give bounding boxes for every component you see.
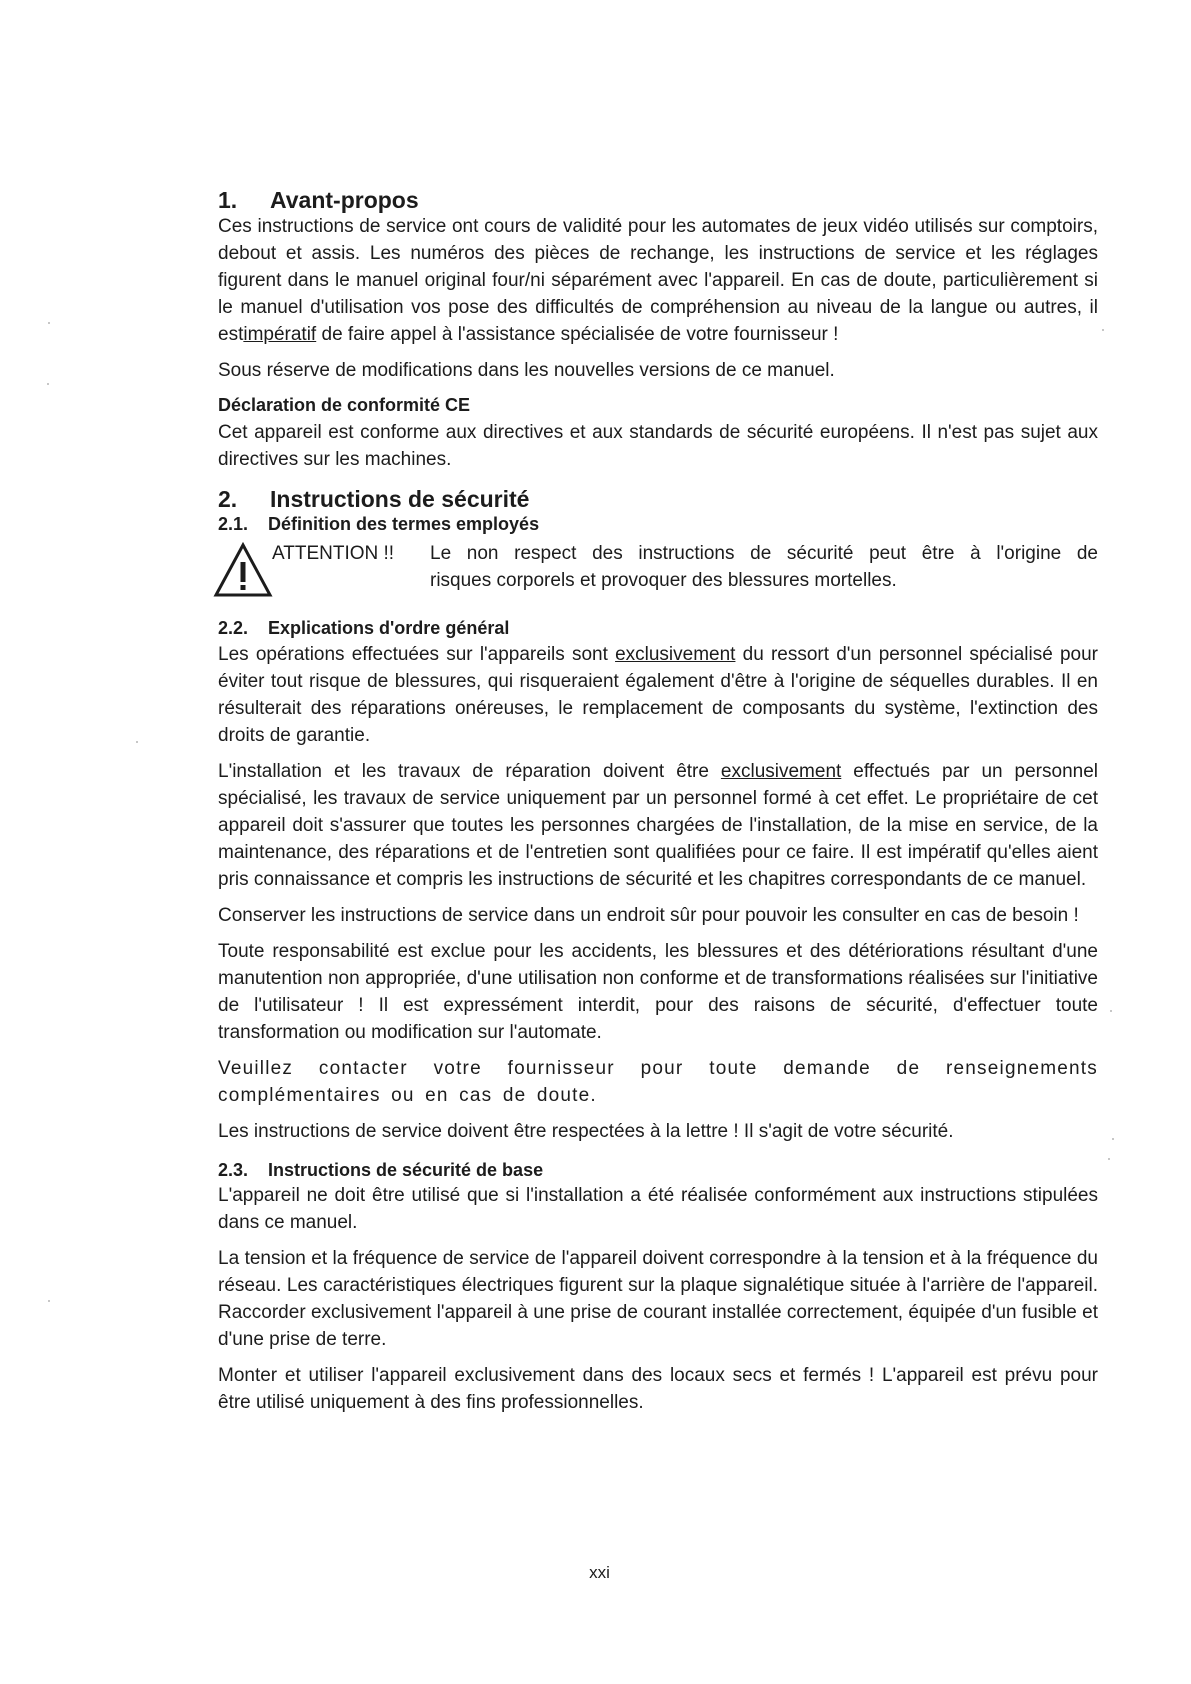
general-paragraph-4: Toute responsabilité est exclue pour les accidents, les blessures et des détériorations résultant d'une manutention non appropriée, d'une utilisation non conforme et de transformations réalisées sur l'initiative de l'utilisateur ! Il est expressément interdit, pour des raisons de sécurité, d'effectuer toute transformation ou modification sur l'automate.	[218, 940, 1098, 1043]
ce-declaration-heading: Déclaration de conformité CE	[218, 395, 471, 416]
attention-message-line-2: risques corporels et provoquer des blessures mortelles.	[430, 570, 897, 592]
basic-safety-paragraph-2: La tension et la fréquence de service de l'appareil doivent correspondre à la tension et à la fréquence du réseau. Les caractéristiques électriques figurent sur la plaque signalétique située à l'arrière de l'appareil. Raccorder exclusivement l'appareil à une prise de courant installée correctement, équipée d'un fusible et d'une prise de terre.	[218, 1247, 1098, 1350]
subsection-2-2-number: 2.2.	[218, 618, 249, 639]
subsection-2-2-heading	[218, 616, 1098, 640]
general-paragraph-2-end: effectués par un personnel spécialisé, les travaux de service uniquement par un personnel formé à cet effet. Le propriétaire de cet appareil doit s'assurer que toutes les personnes chargées de l'installation, de la mise en service, de la maintenance, des réparations et de l'entretien sont qualifiées pour ce faire. Il est impératif qu'elles aient pris connaissance et compris les instructions de sécurité et les chapitres correspondants de ce manuel.	[218, 760, 1098, 890]
warning-triangle-icon	[213, 542, 273, 598]
section-1-title: Avant-propos	[270, 187, 419, 213]
section-2-number: 2.	[218, 485, 238, 512]
general-paragraph-2	[218, 758, 1098, 893]
general-paragraph-1-emphasis: exclusivement	[615, 643, 736, 665]
subsection-2-1-title: Définition des termes employés	[268, 514, 540, 535]
basic-safety-paragraph-3: Monter et utiliser l'appareil exclusivement dans des locaux secs et fermés ! L'appareil est prévu pour être utilisé uniquement à des fins professionnelles.	[218, 1364, 1098, 1413]
attention-label: ATTENTION !!	[272, 543, 395, 565]
general-paragraph-1	[218, 641, 1098, 749]
foreword-paragraph-2: Sous réserve de modifications dans les nouvelles versions de ce manuel.	[218, 360, 835, 382]
section-1-heading	[218, 187, 1098, 213]
general-paragraph-1-end: du ressort d'un personnel spécialisé pour éviter tout risque de blessures, qui risqueraient également d'être à l'origine de séquelles durables. Il en résulterait des réparations onéreuses, le remplacement de composants du système, l'extinction des droits de garantie.	[218, 643, 1098, 746]
general-paragraph-6: Les instructions de service doivent être respectées à la lettre ! Il s'agit de votre sécurité.	[218, 1120, 954, 1142]
foreword-paragraph-1-end: de faire appel à l'assistance spécialisée de votre fournisseur !	[316, 324, 839, 346]
general-paragraph-1-start: Les opérations effectuées sur l'appareils sont	[218, 643, 616, 665]
attention-message-line-1: Le non respect des instructions de sécurité peut être à l'origine de	[430, 543, 1098, 565]
section-1-number: 1.	[218, 187, 238, 213]
ce-declaration-text: Cet appareil est conforme aux directives et aux standards de sécurité européens. Il n'est pas sujet aux directives sur les machines.	[218, 421, 1098, 470]
subsection-2-3-number: 2.3.	[218, 1159, 249, 1180]
basic-safety-paragraph-1: L'appareil ne doit être utilisé que si l'installation a été réalisée conformément aux instructions stipulées dans ce manuel.	[218, 1184, 1098, 1233]
subsection-2-1-heading	[218, 512, 1098, 536]
foreword-paragraph-1-text: Ces instructions de service ont cours de validité pour les automates de jeux vidéo utilisés sur comptoirs, debout et assis. Les numéros des pièces de rechange, les instructions de service et les réglages figurent dans le manuel original four/ni séparément avec l'appareil. En cas de doute, particulièrement si le manuel d'utilisation vos pose des difficultés de compréhension au niveau de la langue ou autres, il est	[218, 216, 1098, 346]
page-number: xxi	[589, 1563, 610, 1582]
general-paragraph-3: Conserver les instructions de service dans un endroit sûr pour pouvoir les consulter en cas de besoin !	[218, 904, 1079, 926]
section-2-heading	[218, 486, 1098, 512]
general-paragraph-5: Veuillez contacter votre fournisseur pour toute demande de renseignements complémentaires ou en cas de doute.	[218, 1057, 1098, 1106]
subsection-2-3-title: Instructions de sécurité de base	[268, 1159, 544, 1180]
foreword-paragraph-1	[218, 213, 1098, 348]
section-2-title: Instructions de sécurité	[270, 485, 530, 512]
attention-message	[430, 540, 1098, 594]
document-body	[218, 187, 1098, 1425]
attention-notice	[218, 540, 1098, 610]
general-paragraph-2-start: L'installation et les travaux de réparation doivent être	[218, 760, 721, 782]
subsection-2-1-number: 2.1.	[218, 514, 249, 535]
subsection-2-2-title: Explications d'ordre général	[268, 618, 510, 639]
general-paragraph-2-emphasis: exclusivement	[720, 760, 842, 782]
subsection-2-3-heading	[218, 1158, 1098, 1182]
foreword-emphasis-imperatif: impératif	[243, 324, 317, 346]
